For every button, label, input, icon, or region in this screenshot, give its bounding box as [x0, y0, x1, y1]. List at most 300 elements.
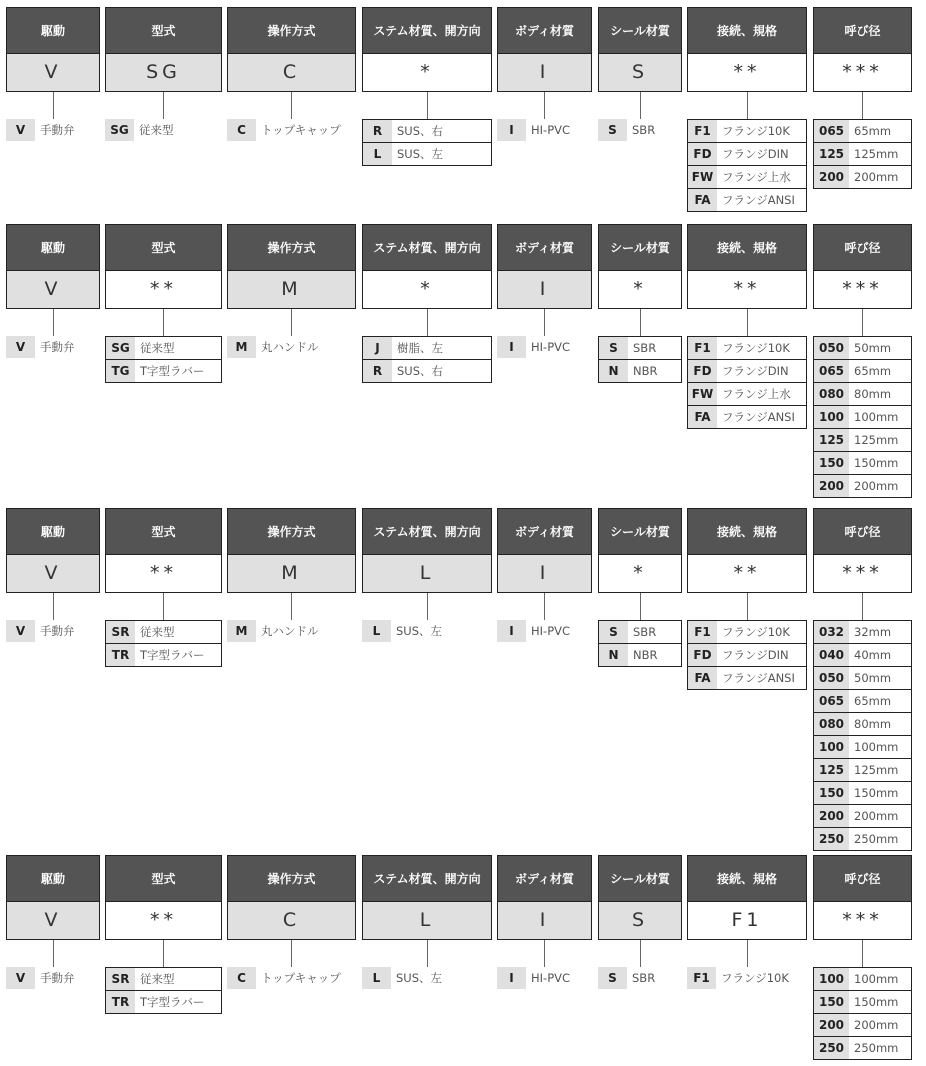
option-list — [598, 967, 682, 989]
code-value: S — [598, 53, 682, 92]
option-item — [814, 712, 911, 735]
column-header: シール材質 — [598, 508, 682, 555]
option-item — [688, 621, 806, 643]
option-item — [363, 120, 491, 142]
option-item — [814, 120, 911, 142]
option-item — [6, 620, 100, 642]
option-item — [227, 620, 356, 642]
option-code: L — [362, 967, 391, 989]
option-code: 050 — [814, 667, 849, 689]
option-code: 080 — [814, 383, 849, 405]
option-code: FA — [688, 406, 717, 428]
option-item — [814, 1036, 911, 1059]
option-item — [814, 621, 911, 643]
connector-line — [291, 593, 292, 620]
option-code: S — [599, 621, 628, 643]
option-item — [814, 990, 911, 1013]
option-item — [688, 382, 806, 405]
column-seal-material — [598, 508, 682, 667]
option-code: TR — [106, 644, 135, 666]
option-label: 丸ハンドル — [261, 339, 319, 354]
option-code: FD — [688, 143, 717, 165]
option-label: 65mm — [854, 123, 892, 138]
option-label: SUS、左 — [397, 146, 444, 161]
connector-line — [640, 92, 641, 119]
option-label: SUS、右 — [397, 123, 444, 138]
option-item — [497, 620, 592, 642]
connector-line — [747, 92, 748, 119]
option-label: SBR — [632, 122, 656, 137]
column-seal-material — [598, 855, 682, 989]
option-list — [497, 336, 592, 358]
connector-line — [163, 92, 164, 119]
column-operation — [227, 508, 356, 642]
option-list — [227, 620, 356, 642]
column-header: シール材質 — [598, 224, 682, 271]
column-model — [105, 7, 222, 141]
option-code: F1 — [688, 621, 717, 643]
option-label: HI-PVC — [531, 623, 571, 638]
option-item — [814, 474, 911, 497]
option-label: 250mm — [854, 1040, 899, 1055]
column-header: 操作方式 — [227, 508, 356, 555]
column-header: 呼び径 — [813, 7, 912, 54]
option-code: N — [599, 360, 628, 382]
option-label: 32mm — [854, 624, 892, 639]
column-header: 型式 — [105, 224, 222, 271]
option-item — [599, 643, 681, 666]
option-label: フランジ10K — [722, 624, 790, 639]
option-label: フランジ上水 — [722, 386, 791, 401]
column-nominal-size — [813, 224, 912, 498]
option-item — [814, 781, 911, 804]
code-value: * — [598, 270, 682, 309]
column-operation — [227, 855, 356, 989]
option-label: 樹脂、左 — [397, 340, 443, 355]
column-header: ステム材質、開方向 — [362, 224, 492, 271]
option-list — [362, 119, 492, 166]
column-operation — [227, 224, 356, 358]
connector-line — [53, 940, 54, 967]
option-label: HI-PVC — [531, 122, 571, 137]
connector-line — [53, 309, 54, 336]
code-value: ** — [105, 554, 222, 593]
connector-line — [291, 92, 292, 119]
option-code: 125 — [814, 429, 849, 451]
option-code: 100 — [814, 736, 849, 758]
option-label: 150mm — [854, 455, 899, 470]
option-list — [813, 119, 912, 189]
option-item — [814, 804, 911, 827]
column-header: 接続、規格 — [687, 7, 807, 54]
option-label: フランジ10K — [722, 340, 790, 355]
option-code: SG — [106, 337, 135, 359]
option-list — [6, 967, 100, 989]
column-header: 呼び径 — [813, 224, 912, 271]
column-model — [105, 855, 222, 1014]
option-list — [687, 620, 807, 690]
code-value: *** — [813, 901, 912, 940]
option-list — [687, 336, 807, 429]
column-header: ボディ材質 — [497, 224, 592, 271]
option-item — [688, 142, 806, 165]
option-code: 065 — [814, 120, 849, 142]
option-item — [363, 337, 491, 359]
column-header: 呼び径 — [813, 855, 912, 902]
option-label: 200mm — [854, 478, 899, 493]
option-code: C — [227, 119, 256, 141]
option-label: SUS、右 — [397, 363, 444, 378]
connector-line — [747, 593, 748, 620]
option-item — [814, 827, 911, 850]
option-label: フランジANSI — [722, 409, 795, 424]
option-code: 125 — [814, 759, 849, 781]
option-label: T字型ラバー — [140, 647, 205, 662]
connector-line — [544, 593, 545, 620]
column-model — [105, 224, 222, 383]
code-value: V — [6, 53, 100, 92]
option-item — [497, 119, 592, 141]
option-item — [814, 643, 911, 666]
option-item — [598, 119, 682, 141]
option-item — [814, 666, 911, 689]
column-seal-material — [598, 224, 682, 383]
connector-line — [427, 940, 428, 967]
option-item — [227, 336, 356, 358]
code-value: M — [227, 270, 356, 309]
code-value: ** — [687, 554, 807, 593]
code-value: L — [362, 901, 492, 940]
option-label: NBR — [633, 363, 658, 378]
connector-line — [427, 593, 428, 620]
option-label: 手動弁 — [40, 122, 75, 137]
connector-line — [747, 940, 748, 967]
option-code: R — [363, 120, 392, 142]
option-item — [106, 643, 221, 666]
option-label: 40mm — [854, 647, 892, 662]
option-label: フランジDIN — [722, 146, 789, 161]
option-list — [105, 336, 222, 383]
option-item — [106, 359, 221, 382]
column-seal-material — [598, 7, 682, 141]
option-label: 100mm — [854, 971, 899, 986]
option-list — [227, 336, 356, 358]
option-item — [6, 967, 100, 989]
option-code: M — [227, 620, 256, 642]
column-header: ボディ材質 — [497, 7, 592, 54]
code-value: *** — [813, 554, 912, 593]
option-list — [362, 967, 492, 989]
option-item — [688, 337, 806, 359]
column-header: 接続、規格 — [687, 855, 807, 902]
option-code: 150 — [814, 452, 849, 474]
connector-line — [53, 593, 54, 620]
option-item — [688, 120, 806, 142]
option-label: トップキャップ — [261, 970, 341, 985]
option-label: 125mm — [854, 762, 899, 777]
option-code: 250 — [814, 828, 849, 850]
column-header: ボディ材質 — [497, 508, 592, 555]
connector-line — [862, 309, 863, 336]
option-list — [497, 119, 592, 141]
option-item — [6, 119, 100, 141]
option-label: 65mm — [854, 363, 892, 378]
column-model — [105, 508, 222, 667]
option-label: 125mm — [854, 146, 899, 161]
option-label: 手動弁 — [40, 970, 75, 985]
code-value: I — [497, 901, 592, 940]
option-item — [106, 990, 221, 1013]
column-header: 駆動 — [6, 855, 100, 902]
option-item — [814, 382, 911, 405]
option-label: 250mm — [854, 831, 899, 846]
column-header: 操作方式 — [227, 7, 356, 54]
option-item — [814, 337, 911, 359]
option-code: 150 — [814, 782, 849, 804]
connector-line — [544, 92, 545, 119]
option-code: C — [227, 967, 256, 989]
connector-line — [163, 593, 164, 620]
option-list — [227, 967, 356, 989]
option-label: 200mm — [854, 1017, 899, 1032]
option-item — [106, 621, 221, 643]
column-drive — [6, 7, 100, 141]
column-header: 駆動 — [6, 224, 100, 271]
option-list — [497, 620, 592, 642]
option-label: 従来型 — [139, 122, 174, 137]
option-label: トップキャップ — [261, 122, 341, 137]
option-code: 065 — [814, 690, 849, 712]
option-code: R — [363, 360, 392, 382]
option-code: I — [497, 119, 526, 141]
option-label: 65mm — [854, 693, 892, 708]
option-item — [363, 142, 491, 165]
option-code: 065 — [814, 360, 849, 382]
option-list — [497, 967, 592, 989]
code-value: * — [362, 270, 492, 309]
connector-line — [291, 940, 292, 967]
option-item — [599, 337, 681, 359]
option-item — [105, 119, 222, 141]
option-list — [6, 620, 100, 642]
option-code: 080 — [814, 713, 849, 735]
code-value: ** — [687, 53, 807, 92]
option-code: 100 — [814, 406, 849, 428]
option-item — [599, 621, 681, 643]
option-label: HI-PVC — [531, 339, 571, 354]
option-label: 100mm — [854, 409, 899, 424]
option-item — [598, 967, 682, 989]
option-list — [362, 336, 492, 383]
connector-line — [862, 940, 863, 967]
option-list — [813, 336, 912, 498]
option-label: フランジANSI — [722, 670, 795, 685]
connector-line — [544, 309, 545, 336]
option-label: フランジANSI — [722, 192, 795, 207]
connector-line — [640, 593, 641, 620]
option-code: 100 — [814, 968, 849, 990]
option-code: V — [6, 620, 35, 642]
option-item — [814, 968, 911, 990]
option-code: 200 — [814, 805, 849, 827]
column-header: 型式 — [105, 7, 222, 54]
connector-line — [747, 309, 748, 336]
column-header: 呼び径 — [813, 508, 912, 555]
option-label: 200mm — [854, 169, 899, 184]
option-list — [6, 119, 100, 141]
option-code: I — [497, 620, 526, 642]
option-list — [6, 336, 100, 358]
column-body-material — [497, 7, 592, 141]
connector-line — [53, 92, 54, 119]
code-value: F1 — [687, 901, 807, 940]
option-code: FA — [688, 667, 717, 689]
column-header: ステム材質、開方向 — [362, 7, 492, 54]
connector-line — [427, 309, 428, 336]
option-list — [687, 967, 807, 989]
code-value: S — [598, 901, 682, 940]
option-item — [688, 165, 806, 188]
option-item — [6, 336, 100, 358]
code-value: C — [227, 901, 356, 940]
option-label: 150mm — [854, 994, 899, 1009]
column-header: 駆動 — [6, 508, 100, 555]
option-list — [105, 119, 222, 141]
option-label: 200mm — [854, 808, 899, 823]
option-item — [814, 451, 911, 474]
option-code: FW — [688, 166, 717, 188]
option-code: L — [362, 620, 391, 642]
code-value: V — [6, 270, 100, 309]
option-list — [687, 119, 807, 212]
code-value: V — [6, 554, 100, 593]
option-code: 125 — [814, 143, 849, 165]
option-code: J — [363, 337, 392, 359]
column-operation — [227, 7, 356, 141]
option-code: FW — [688, 383, 717, 405]
option-item — [362, 620, 492, 642]
code-value: * — [362, 53, 492, 92]
option-item — [599, 359, 681, 382]
option-list — [598, 620, 682, 667]
column-stem-material — [362, 508, 492, 642]
code-value: V — [6, 901, 100, 940]
option-code: 040 — [814, 644, 849, 666]
option-label: 従来型 — [140, 340, 175, 355]
option-code: V — [6, 336, 35, 358]
option-label: SUS、左 — [396, 970, 443, 985]
option-item — [106, 968, 221, 990]
code-value: I — [497, 270, 592, 309]
column-connection — [687, 855, 807, 989]
option-item — [363, 359, 491, 382]
column-header: 操作方式 — [227, 224, 356, 271]
option-item — [814, 405, 911, 428]
column-nominal-size — [813, 508, 912, 851]
column-drive — [6, 855, 100, 989]
column-header: ボディ材質 — [497, 855, 592, 902]
option-label: フランジ10K — [721, 970, 789, 985]
code-value: I — [497, 53, 592, 92]
column-connection — [687, 7, 807, 212]
option-item — [688, 359, 806, 382]
column-connection — [687, 508, 807, 690]
option-label: 従来型 — [140, 624, 175, 639]
column-header: 駆動 — [6, 7, 100, 54]
connector-line — [163, 309, 164, 336]
option-code: SR — [106, 968, 135, 990]
code-value: L — [362, 554, 492, 593]
column-drive — [6, 508, 100, 642]
option-item — [688, 405, 806, 428]
column-header: 型式 — [105, 855, 222, 902]
option-code: TG — [106, 360, 135, 382]
column-body-material — [497, 224, 592, 358]
option-label: 手動弁 — [40, 339, 75, 354]
option-item — [814, 758, 911, 781]
option-label: 50mm — [854, 340, 892, 355]
connector-line — [862, 593, 863, 620]
connector-line — [862, 92, 863, 119]
option-code: 200 — [814, 166, 849, 188]
option-list — [598, 119, 682, 141]
column-body-material — [497, 855, 592, 989]
code-value: *** — [813, 53, 912, 92]
option-list — [105, 967, 222, 1014]
option-label: 80mm — [854, 716, 892, 731]
option-code: FD — [688, 360, 717, 382]
option-code: F1 — [688, 120, 717, 142]
code-value: I — [497, 554, 592, 593]
option-label: 手動弁 — [40, 623, 75, 638]
connector-line — [427, 92, 428, 119]
option-code: I — [497, 336, 526, 358]
option-list — [813, 620, 912, 851]
option-label: 50mm — [854, 670, 892, 685]
code-value: C — [227, 53, 356, 92]
code-value: M — [227, 554, 356, 593]
option-label: HI-PVC — [531, 970, 571, 985]
code-value: ** — [105, 270, 222, 309]
code-value: SG — [105, 53, 222, 92]
column-body-material — [497, 508, 592, 642]
option-item — [814, 428, 911, 451]
column-stem-material — [362, 224, 492, 383]
code-value: *** — [813, 270, 912, 309]
column-header: シール材質 — [598, 7, 682, 54]
option-code: I — [497, 967, 526, 989]
option-list — [598, 336, 682, 383]
option-item — [814, 142, 911, 165]
option-code: SR — [106, 621, 135, 643]
option-label: 150mm — [854, 785, 899, 800]
option-label: 丸ハンドル — [261, 623, 319, 638]
option-code: V — [6, 967, 35, 989]
option-code: M — [227, 336, 256, 358]
column-header: 接続、規格 — [687, 508, 807, 555]
column-header: 操作方式 — [227, 855, 356, 902]
column-header: 接続、規格 — [687, 224, 807, 271]
option-code: 250 — [814, 1037, 849, 1059]
option-code: S — [598, 119, 627, 141]
code-value: ** — [105, 901, 222, 940]
option-label: T字型ラバー — [140, 363, 205, 378]
column-header: 型式 — [105, 508, 222, 555]
option-item — [687, 967, 807, 989]
option-label: フランジDIN — [722, 647, 789, 662]
column-header: ステム材質、開方向 — [362, 855, 492, 902]
option-item — [814, 165, 911, 188]
